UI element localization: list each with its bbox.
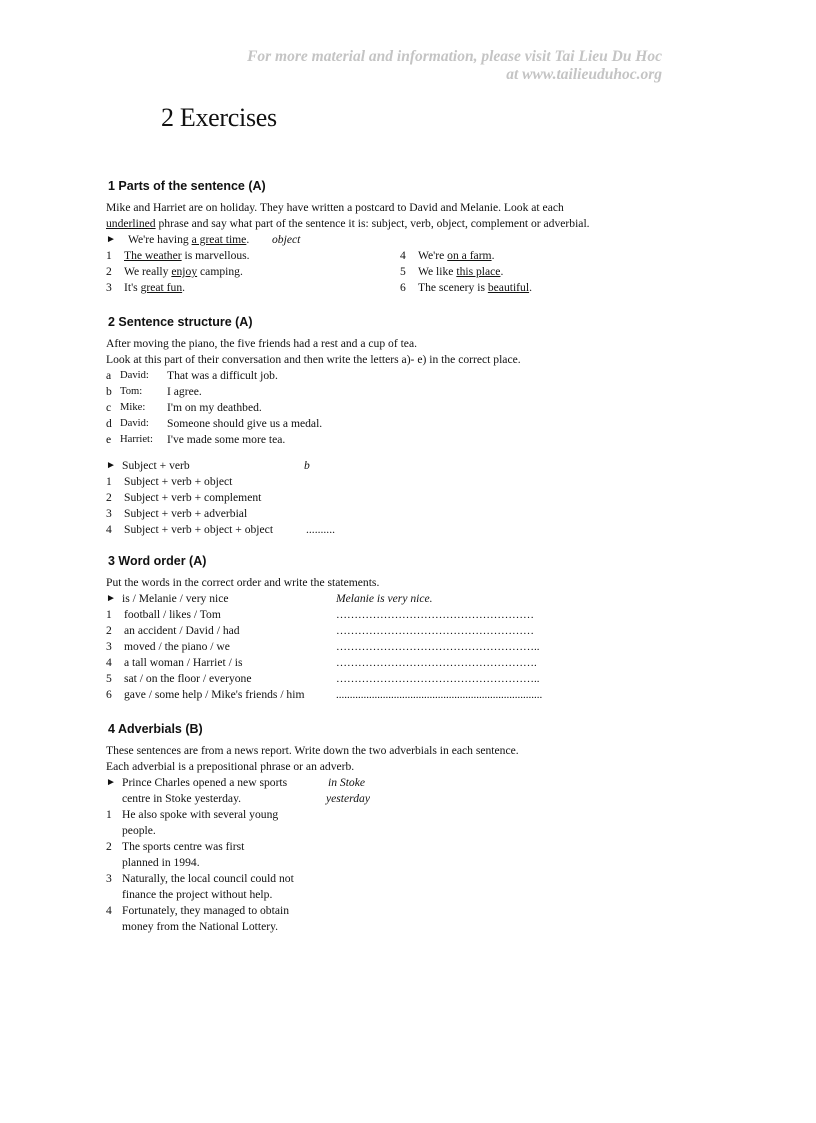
item-underlined: enjoy [171,265,198,278]
dialogue-line [106,416,666,432]
item-text: sat / on the floor / everyone [124,672,252,685]
item-number: 4 [400,249,406,262]
item-text: football / likes / Tom [124,608,221,621]
exercise-2-example [106,458,666,474]
answer-blank: ……………………………………………… [336,625,534,637]
dialogue-letter: a [106,369,112,382]
item-number: 5 [400,265,406,278]
item-line-1: Fortunately, they managed to obtain [122,904,289,917]
item-post: is marvellous. [181,249,250,262]
item-number: 1 [106,249,112,262]
dialogue-speaker: David: [120,370,149,381]
item-line-2: people. [122,824,156,837]
item-line-1: Naturally, the local council could not [122,872,294,885]
item-row-continued [106,919,666,935]
item-number: 6 [106,688,112,701]
item-number: 2 [106,624,112,637]
exercise-1-instruction-2 [106,216,666,232]
item-text: an accident / David / had [124,624,240,637]
item-row [106,671,666,687]
item-post: . [182,281,186,294]
item-text: Subject + verb + object + object [124,523,274,536]
exercise-3 [106,553,666,703]
item-row [106,607,666,623]
item-number: 6 [400,281,406,294]
example-pre: We're having [128,233,192,246]
item-sentence [124,280,185,296]
example-post: . [246,233,250,246]
item-answer-blank: .......... [306,523,335,536]
item-underlined: this place [456,265,501,278]
item-number: 1 [106,608,112,621]
item-row [106,248,666,264]
item-row [106,839,666,855]
item-text: gave / some help / Mike's friends / him [124,688,305,701]
exercise-4-instruction-1: These sentences are from a news report. Write down the two adverbials in each sentence. [106,744,519,757]
example-answer-1: in Stoke [328,776,366,789]
item-sentence [418,280,532,296]
item-line-2: finance the project without help. [122,888,273,901]
exercise-2-heading: 2 Sentence structure (A) [108,315,253,329]
exercise-2-items [106,474,666,538]
item-row [106,264,666,280]
item-row [106,474,666,490]
item-number: 3 [106,640,112,653]
item-post: camping. [197,265,243,278]
exercise-1-instruction-1: Mike and Harriet are on holiday. They have written a postcard to David and Melanie. Look at each [106,201,564,214]
example-underlined: a great time [191,233,247,246]
example-marker: ► [106,460,116,471]
exercise-2 [106,314,666,538]
dialogue-letter: e [106,433,112,446]
example-marker: ► [106,234,116,245]
item-post: . [500,265,504,278]
item-line-1: He also spoke with several young [122,808,279,821]
item-row-continued [106,823,666,839]
dialogue [106,368,666,448]
instruction-rest: phrase and say what part of the sentence it is: subject, verb, object, complement or adverbial. [155,217,590,230]
item-sentence [418,264,503,280]
item-pre: We like [418,265,457,278]
item-line-2: planned in 1994. [122,856,200,869]
dialogue-speaker: Tom: [120,386,143,397]
answer-blank: ………………………………………………. [336,657,537,669]
item-number: 3 [106,872,112,885]
item-row [106,506,666,522]
dialogue-speaker: Mike: [120,402,146,413]
item-row-continued [106,855,666,871]
exercise-4-example-line-2 [106,791,666,807]
item-number: 4 [106,523,112,536]
exercise-4-heading: 4 Adverbials (B) [108,722,203,736]
exercise-2-instruction-2: Look at this part of their conversation and then write the letters a)- e) in the correct place. [106,353,521,366]
item-pre: The scenery is [418,281,488,294]
dialogue-text: I'm on my deathbed. [167,401,262,414]
item-underlined: on a farm [447,249,492,262]
item-underlined: beautiful [487,281,530,294]
exercise-1-heading: 1 Parts of the sentence (A) [108,179,266,193]
example-answer: Melanie is very nice. [336,592,433,605]
dialogue-text: That was a difficult job. [167,369,278,382]
exercise-3-items [106,607,666,703]
example-line-1: Prince Charles opened a new sports [122,776,288,789]
exercise-3-instruction: Put the words in the correct order and write the statements. [106,576,380,589]
answer-blank: ……………………………………………… [336,609,534,621]
dialogue-line [106,400,666,416]
exercise-4-items [106,807,666,935]
watermark [247,48,662,84]
exercise-3-example [106,591,666,607]
item-row [106,639,666,655]
item-row [106,655,666,671]
example-answer: b [304,459,310,472]
dialogue-text: I've made some more tea. [167,433,286,446]
exercise-1-example [106,232,666,248]
exercise-1 [106,178,666,296]
item-sentence [124,248,250,264]
watermark-line-2: at www.tailieuduhoc.org [506,66,662,83]
dialogue-line [106,432,666,448]
item-text: moved / the piano / we [124,640,230,653]
item-number: 1 [106,475,112,488]
item-row [106,623,666,639]
dialogue-text: I agree. [167,385,202,398]
item-pre: We really [124,265,172,278]
example-line-2: centre in Stoke yesterday. [122,792,242,805]
item-sentence [418,248,495,264]
exercise-4 [106,721,666,935]
dialogue-speaker: Harriet: [120,434,153,445]
item-row [106,871,666,887]
item-number: 3 [106,281,112,294]
example-answer: object [272,233,301,246]
item-text: Subject + verb + complement [124,491,262,504]
example-marker: ► [106,777,116,788]
dialogue-line [106,384,666,400]
example-marker: ► [106,593,116,604]
page-title: 2 Exercises [161,103,277,132]
answer-blank: ……………………………………………….. [336,673,540,685]
item-underlined: great fun [140,281,183,294]
item-underlined: The weather [124,249,182,262]
item-row [106,522,666,538]
exercise-2-instruction-1: After moving the piano, the five friends had a rest and a cup of tea. [106,337,417,350]
item-row [106,687,666,703]
item-row-continued [106,887,666,903]
item-number: 5 [106,672,112,685]
item-post: . [529,281,532,294]
item-text: Subject + verb + adverbial [124,507,248,520]
item-number: 2 [106,265,112,278]
answer-blank: ……………………………………………….. [336,641,540,653]
exercise-3-heading: 3 Word order (A) [108,554,207,568]
example-answer-2: yesterday [326,792,370,805]
item-text: a tall woman / Harriet / is [124,656,243,669]
item-line-1: The sports centre was first [122,840,245,853]
underlined-word: underlined [106,217,156,230]
item-line-2: money from the National Lottery. [122,920,279,933]
dialogue-letter: c [106,401,112,414]
item-number: 4 [106,656,112,669]
item-pre: It's [124,281,141,294]
dialogue-letter: d [106,417,112,430]
item-number: 2 [106,491,112,504]
dialogue-letter: b [106,385,112,398]
exercise-4-example-line-1 [106,775,666,791]
item-post: . [491,249,495,262]
answer-blank: ........................................................................... [336,689,543,701]
item-row [106,807,666,823]
item-sentence [124,264,243,280]
item-text: Subject + verb + object [124,475,233,488]
example-text: Subject + verb [122,459,190,472]
example-sentence [128,232,249,248]
item-number: 1 [106,808,112,821]
item-number: 4 [106,904,112,917]
exercise-1-items [106,248,666,296]
exercise-4-instruction-2: Each adverbial is a prepositional phrase or an adverb. [106,760,355,773]
dialogue-speaker: David: [120,418,149,429]
item-row [106,280,666,296]
watermark-line-1: For more material and information, please visit Tai Lieu Du Hoc [247,48,662,65]
dialogue-text: Someone should give us a medal. [167,417,323,430]
item-row [106,903,666,919]
item-pre: We're [418,249,448,262]
dialogue-line [106,368,666,384]
item-number: 2 [106,840,112,853]
item-row [106,490,666,506]
item-number: 3 [106,507,112,520]
example-text: is / Melanie / very nice [122,592,229,605]
